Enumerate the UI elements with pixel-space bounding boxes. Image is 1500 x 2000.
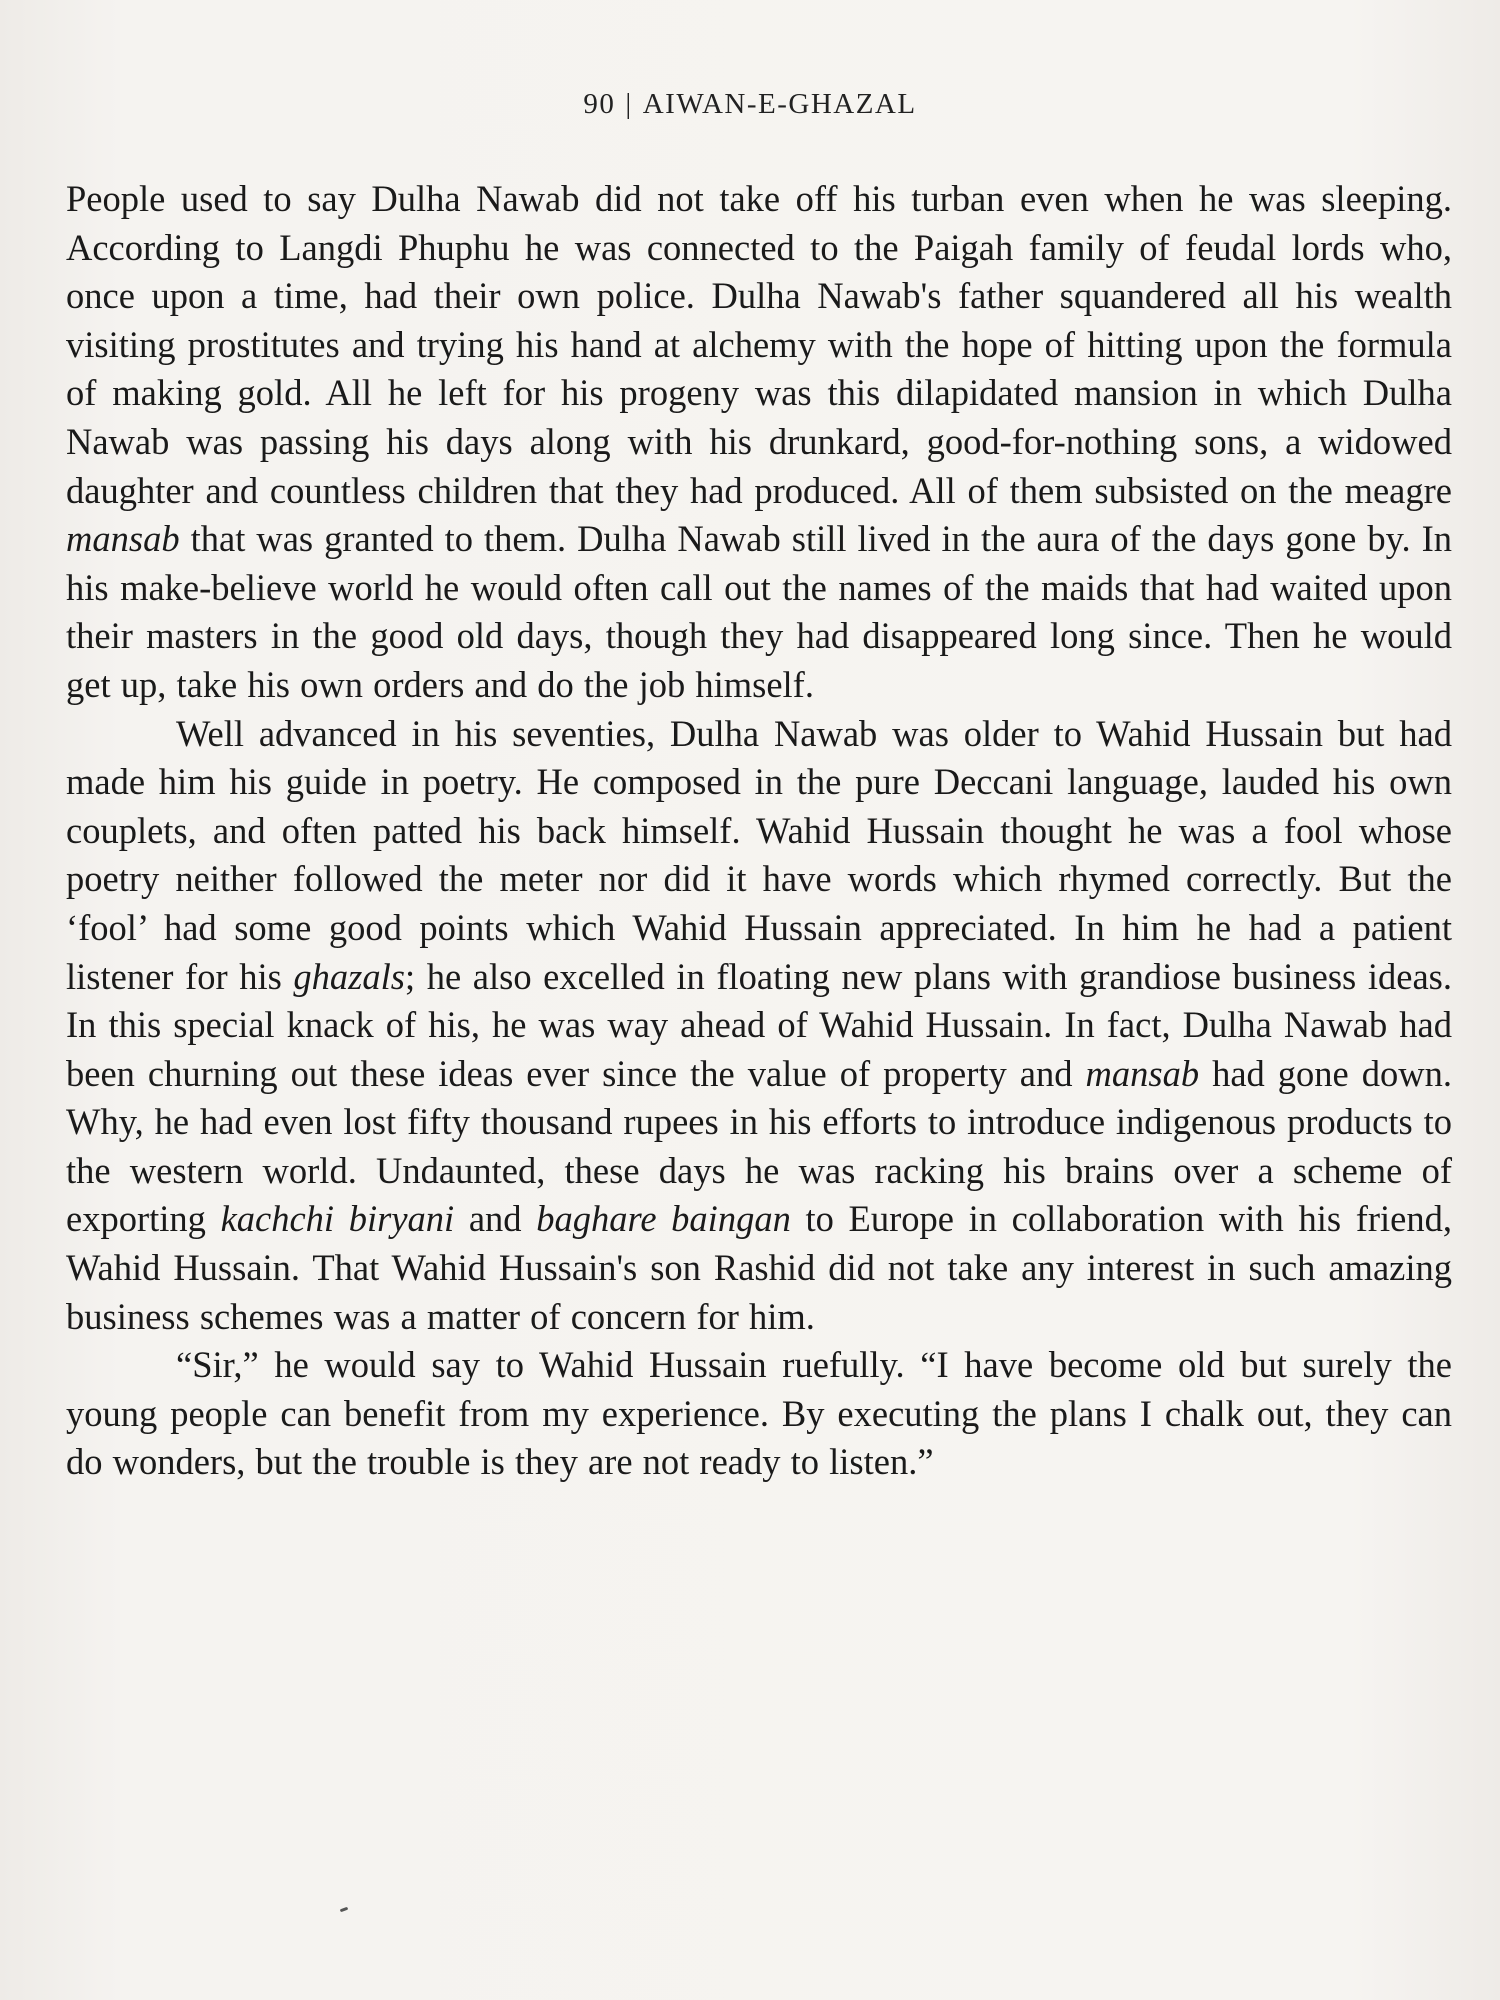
- paragraph-text: and: [454, 1198, 537, 1240]
- italic-term: kachchi biryani: [220, 1198, 455, 1240]
- book-title: AIWAN-E-GHAZAL: [642, 88, 917, 120]
- running-header: [0, 88, 1500, 121]
- paragraph-text: “Sir,” he would say to Wahid Hussain ruefully. “I have become old but surely the young people can benefit from my experience. By executing the plans I chalk out, they can do wonders, but the trouble is they are not ready to listen.”: [66, 1344, 1452, 1483]
- paragraph-text: that was granted to them. Dulha Nawab still lived in the aura of the days gone by. In his make-believe world he would often call out the names of the maids that had waited upon their masters in the good old days, though they had disappeared long since. Then he would get up, take his own orders and do the job himself.: [66, 518, 1452, 705]
- paragraph-1: [66, 175, 1452, 710]
- paragraph-text: to Europe in collaboration with his friend, Wahid Hussain. That Wahid Hussain's son Rashid did not take any interest in such amazing business schemes was a matter of concern for him.: [66, 1198, 1453, 1337]
- body-text: [66, 175, 1452, 1487]
- paragraph-2: [66, 710, 1452, 1342]
- paragraph-3: [66, 1341, 1452, 1487]
- italic-term: mansab: [1085, 1052, 1200, 1094]
- page-number: 90: [583, 88, 616, 120]
- paragraph-text: had gone down. Why, he had even lost fifty thousand rupees in his efforts to introduce indigenous products to the western world. Undaunted, these days he was racking his brains over a scheme of exporting: [66, 1052, 1452, 1240]
- italic-term: ghazals: [293, 955, 405, 997]
- italic-term: baghare baingan: [536, 1198, 791, 1240]
- paragraph-text: Well advanced in his seventies, Dulha Nawab was older to Wahid Hussain but had made him his guide in poetry. He composed in the pure Deccani language, lauded his own couplets, and often patted his back himself. Wahid Hussain thought he was a fool whose poetry neither followed the meter nor did it have words which rhymed correctly. But the ‘fool’ had some good points which Wahid Hussain appreciated. In him he had a patient listener for his: [66, 712, 1452, 997]
- paragraph-text: ; he also excelled in floating new plans with grandiose business ideas. In this special knack of his, he was way ahead of Wahid Hussain. In fact, Dulha Nawab had been churning out these ideas ever since the value of property and: [66, 955, 1452, 1094]
- print-speck: [340, 1907, 349, 1913]
- paragraph-text: People used to say Dulha Nawab did not take off his turban even when he was sleeping. According to Langdi Phuphu he was connected to the Paigah family of feudal lords who, once upon a time, had their own police. Dulha Nawab's father squandered all his wealth visiting prostitutes and trying his hand at alchemy with the hope of hitting upon the formula of making gold. All he left for his progeny was this dilapidated mansion in which Dulha Nawab was passing his days along with his drunkard, good-for-nothing sons, a widowed daughter and countless children that they had produced. All of them subsisted on the meagre: [66, 178, 1452, 511]
- header-separator: |: [625, 88, 633, 120]
- italic-term: mansab: [66, 518, 180, 560]
